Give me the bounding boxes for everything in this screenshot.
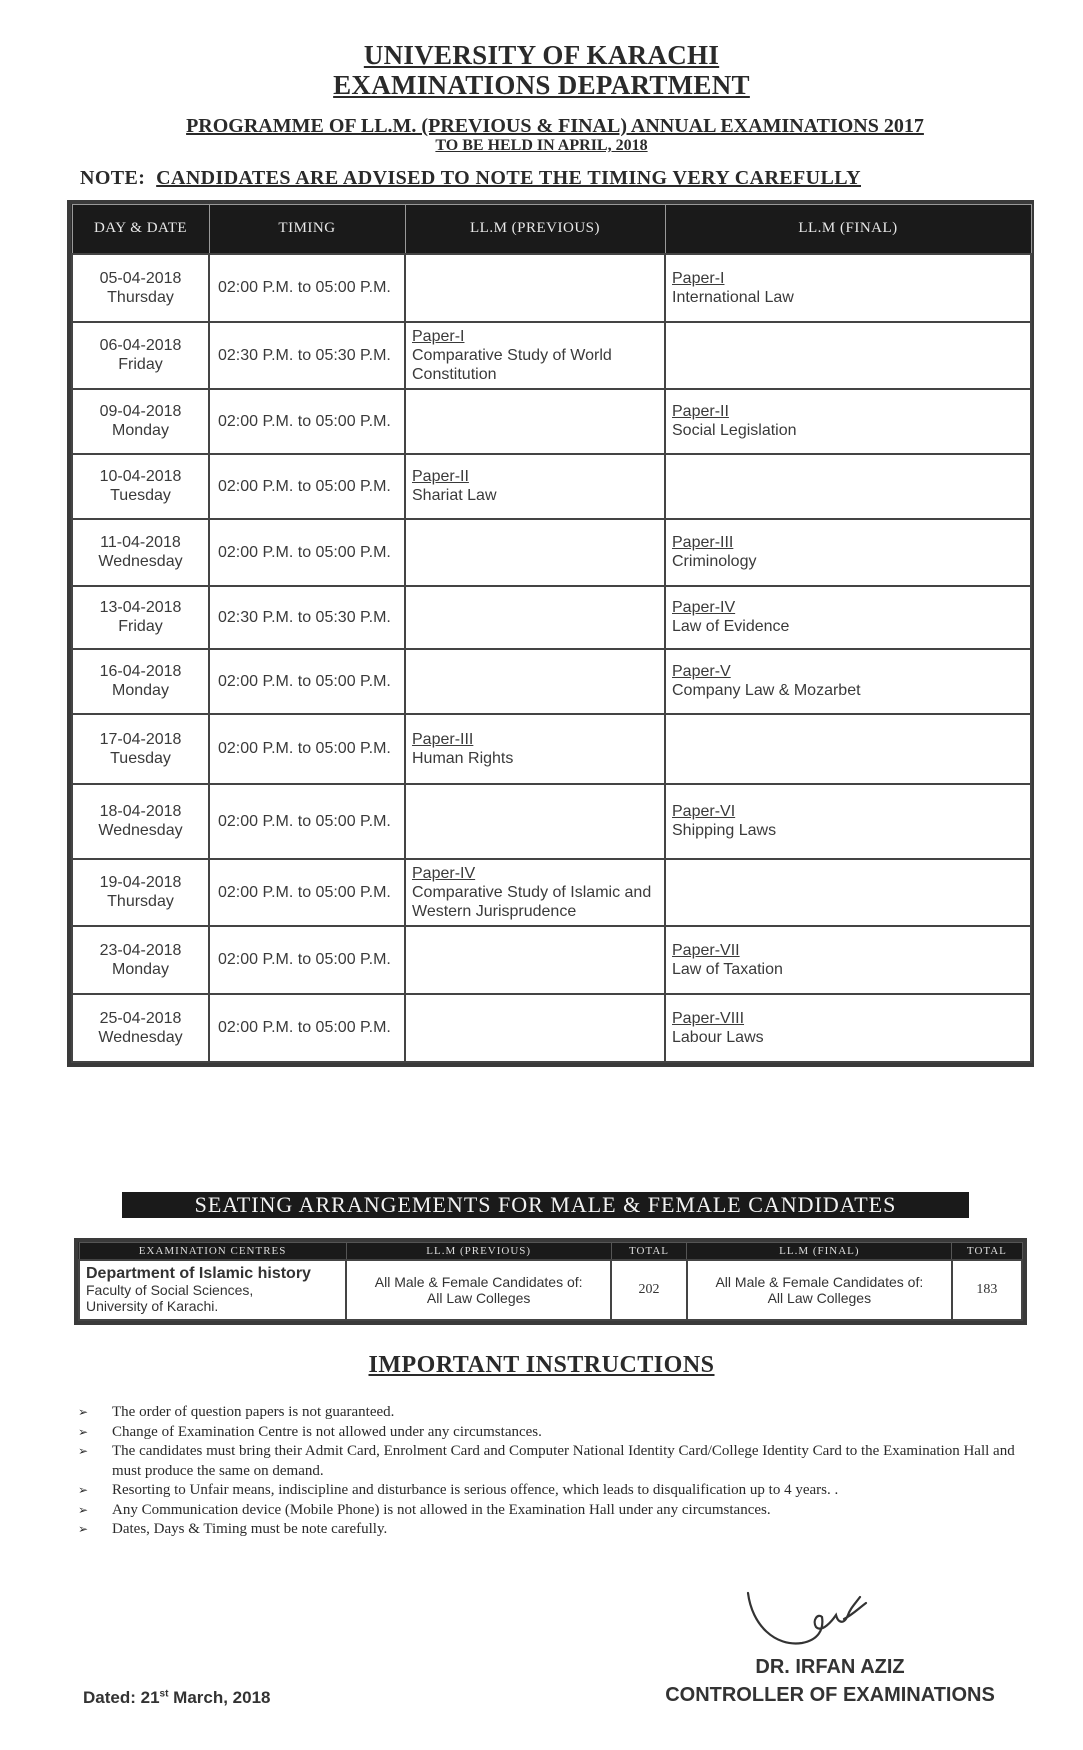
exam-date: 18-04-2018 [99, 803, 182, 820]
schedule-row [72, 994, 1031, 1062]
held-subtitle: TO BE HELD IN APRIL, 2018 [435, 137, 648, 154]
llm-final-cell [665, 714, 1031, 784]
instruction-text: The order of question papers is not guaranteed. [112, 1404, 395, 1420]
col-timing: TIMING [209, 205, 405, 254]
timing-note [80, 166, 861, 190]
prev-paper-number: Paper-II [412, 468, 469, 485]
date-cell [72, 454, 209, 519]
seating-table [74, 1238, 1027, 1325]
prev-candidates-line1: All Male & Female Candidates of: [374, 1273, 583, 1290]
exam-date: 06-04-2018 [99, 337, 182, 354]
timing-cell: 02:00 P.M. to 05:00 P.M. [209, 714, 405, 784]
arrowhead-bullet-icon: ➢ [78, 1502, 89, 1517]
final-paper-subject: Labour Laws [672, 1028, 764, 1046]
instructions-list [78, 1403, 1018, 1540]
prev-paper-subject: Comparative Study of Islamic and Western Jurisprudence [412, 883, 652, 920]
university-title: UNIVERSITY OF KARACHI [363, 40, 720, 70]
exam-day: Monday [112, 960, 169, 978]
llm-final-cell [665, 254, 1031, 322]
instruction-text: The candidates must bring their Admit Card, Enrolment Card and Computer National Identity Card/College Identity Card to the Examination Hall and must produce the same on demand. [112, 1443, 1015, 1479]
programme-title: PROGRAMME OF LL.M. (PREVIOUS & FINAL) ANNUAL EXAMINATIONS 2017 [186, 115, 924, 137]
arrowhead-bullet-icon: ➢ [78, 1483, 89, 1497]
exam-date: 11-04-2018 [100, 534, 181, 551]
instruction-item [78, 1442, 1018, 1481]
timing-cell: 02:00 P.M. to 05:00 P.M. [209, 254, 405, 322]
llm-previous-cell [405, 519, 665, 586]
instruction-text: Dates, Days & Timing must be note carefully. [112, 1521, 388, 1537]
llm-final-cell [665, 784, 1031, 859]
final-paper-number: Paper-III [672, 534, 734, 551]
date-cell [72, 784, 209, 859]
llm-final-cell [665, 322, 1031, 389]
instruction-text: Any Communication device (Mobile Phone) is not allowed in the Examination Hall under any circumstances. [112, 1501, 771, 1518]
date-cell [72, 859, 209, 926]
exam-day: Wednesday [98, 553, 183, 570]
final-total-cell: 183 [952, 1260, 1022, 1320]
llm-final-cell [665, 926, 1031, 994]
exam-date: 13-04-2018 [99, 599, 182, 616]
dated-sup: st [159, 1688, 169, 1700]
final-paper-number: Paper-VIII [672, 1009, 745, 1027]
timing-cell: 02:00 P.M. to 05:00 P.M. [209, 926, 405, 994]
instruction-item [78, 1520, 1018, 1540]
col-final-total: TOTAL [952, 1243, 1022, 1260]
exam-date: 10-04-2018 [99, 468, 182, 485]
exam-day: Monday [112, 682, 169, 699]
timing-cell: 02:30 P.M. to 05:30 P.M. [209, 322, 405, 389]
llm-final-cell [665, 454, 1031, 519]
note-label: NOTE: [80, 167, 146, 189]
llm-final-cell [665, 586, 1031, 649]
dated-suffix: March, 2018 [168, 1688, 271, 1707]
dated-prefix: Dated: 21 [83, 1688, 160, 1707]
date-cell [72, 926, 209, 994]
schedule-row [72, 254, 1031, 322]
date-cell [72, 714, 209, 784]
col-llm-final: LL.M (FINAL) [665, 205, 1031, 254]
col-exam-centres: EXAMINATION CENTRES [79, 1243, 346, 1260]
final-paper-subject: Social Legislation [672, 422, 797, 439]
schedule-header-row [72, 205, 1031, 254]
col-llm-previous: LL.M (PREVIOUS) [405, 205, 665, 254]
date-cell [72, 322, 209, 389]
schedule-row [72, 586, 1031, 649]
schedule-row [72, 454, 1031, 519]
final-paper-subject: International Law [672, 288, 794, 306]
timing-cell: 02:00 P.M. to 05:00 P.M. [209, 454, 405, 519]
prev-total-cell: 202 [611, 1260, 687, 1320]
exam-date: 23-04-2018 [99, 941, 182, 959]
col-seat-llm-previous: LL.M (PREVIOUS) [346, 1243, 611, 1260]
prev-candidates-line2: All Law Colleges [426, 1289, 531, 1306]
llm-final-cell [665, 389, 1031, 454]
exam-day: Tuesday [110, 749, 171, 767]
final-paper-number: Paper-II [672, 403, 729, 420]
schedule-row [72, 389, 1031, 454]
prev-paper-subject: Shariat Law [412, 487, 497, 504]
final-candidates-cell [687, 1260, 952, 1320]
prev-paper-number: Paper-I [412, 327, 465, 345]
final-paper-subject: Company Law & Mozarbet [672, 682, 861, 699]
llm-previous-cell [405, 322, 665, 389]
exam-day: Friday [118, 618, 163, 635]
dated-line [83, 1688, 271, 1708]
exam-date: 25-04-2018 [99, 1009, 182, 1027]
final-candidates-line2: All Law Colleges [767, 1289, 872, 1306]
final-candidates-line1: All Male & Female Candidates of: [715, 1273, 924, 1290]
schedule-row [72, 322, 1031, 389]
date-cell [72, 389, 209, 454]
exam-day: Wednesday [98, 822, 183, 839]
arrowhead-bullet-icon: ➢ [78, 1405, 89, 1419]
exam-day: Thursday [107, 288, 174, 306]
exam-date: 16-04-2018 [99, 663, 182, 680]
exam-day: Friday [118, 356, 163, 373]
exam-date: 09-04-2018 [99, 403, 182, 420]
seating-banner: SEATING ARRANGEMENTS FOR MALE & FEMALE CANDIDATES [122, 1192, 969, 1218]
arrowhead-bullet-icon: ➢ [78, 1444, 89, 1458]
final-paper-number: Paper-VII [672, 941, 740, 959]
signature-icon [740, 1585, 900, 1655]
llm-final-cell [665, 649, 1031, 714]
timing-cell: 02:00 P.M. to 05:00 P.M. [209, 519, 405, 586]
timing-cell: 02:00 P.M. to 05:00 P.M. [209, 859, 405, 926]
exam-date: 05-04-2018 [99, 269, 182, 287]
final-paper-subject: Law of Taxation [672, 960, 783, 978]
instructions-title: IMPORTANT INSTRUCTIONS [368, 1352, 715, 1378]
final-paper-subject: Criminology [672, 553, 757, 570]
exam-day: Thursday [107, 893, 174, 910]
llm-previous-cell [405, 784, 665, 859]
signatory-title: CONTROLLER OF EXAMINATIONS [665, 1684, 995, 1706]
llm-previous-cell [405, 586, 665, 649]
final-paper-number: Paper-VI [672, 803, 736, 820]
final-paper-number: Paper-V [672, 663, 731, 680]
date-cell [72, 649, 209, 714]
instruction-text: Resorting to Unfair means, indiscipline and disturbance is serious offence, which leads to disqualification up to 4 years. . [112, 1482, 839, 1498]
prev-candidates-cell [346, 1260, 611, 1320]
llm-previous-cell [405, 926, 665, 994]
timing-cell: 02:00 P.M. to 05:00 P.M. [209, 784, 405, 859]
timing-cell: 02:00 P.M. to 05:00 P.M. [209, 994, 405, 1062]
llm-previous-cell [405, 454, 665, 519]
date-cell [72, 254, 209, 322]
instruction-item [78, 1423, 1018, 1443]
schedule-row [72, 926, 1031, 994]
department-title: EXAMINATIONS DEPARTMENT [333, 70, 750, 100]
seating-row [79, 1260, 1022, 1320]
arrowhead-bullet-icon: ➢ [78, 1424, 89, 1439]
signatory-name: DR. IRFAN AZIZ [755, 1656, 905, 1678]
date-cell [72, 994, 209, 1062]
llm-final-cell [665, 994, 1031, 1062]
schedule-row [72, 784, 1031, 859]
exam-centre-cell [79, 1260, 346, 1320]
llm-final-cell [665, 859, 1031, 926]
llm-previous-cell [405, 859, 665, 926]
exam-day: Monday [112, 422, 169, 439]
prev-paper-number: Paper-III [412, 730, 474, 748]
note-text: CANDIDATES ARE ADVISED TO NOTE THE TIMING VERY CAREFULLY [156, 167, 861, 189]
prev-paper-subject: Human Rights [412, 749, 514, 767]
date-cell [72, 586, 209, 649]
exam-schedule-table [67, 200, 1034, 1067]
centre-university: University of Karachi. [86, 1297, 219, 1314]
prev-paper-subject: Comparative Study of World Constitution [412, 346, 612, 383]
schedule-row [72, 714, 1031, 784]
llm-previous-cell [405, 649, 665, 714]
arrowhead-bullet-icon: ➢ [78, 1522, 89, 1536]
timing-cell: 02:00 P.M. to 05:00 P.M. [209, 649, 405, 714]
centre-faculty: Faculty of Social Sciences, [86, 1281, 254, 1298]
col-seat-llm-final: LL.M (FINAL) [687, 1243, 952, 1260]
instruction-text: Change of Examination Centre is not allowed under any circumstances. [112, 1423, 542, 1440]
llm-previous-cell [405, 389, 665, 454]
exam-day: Wednesday [98, 1028, 183, 1046]
seating-header-row [79, 1243, 1022, 1260]
prev-paper-number: Paper-IV [412, 864, 476, 882]
llm-previous-cell [405, 714, 665, 784]
date-cell [72, 519, 209, 586]
exam-date: 17-04-2018 [99, 730, 182, 748]
centre-name: Department of Islamic history [86, 1264, 311, 1282]
exam-day: Tuesday [110, 487, 171, 504]
instruction-item [78, 1403, 1018, 1423]
llm-previous-cell [405, 994, 665, 1062]
instruction-item [78, 1501, 1018, 1521]
schedule-row [72, 859, 1031, 926]
llm-final-cell [665, 519, 1031, 586]
schedule-row [72, 649, 1031, 714]
exam-date: 19-04-2018 [99, 874, 182, 891]
schedule-row [72, 519, 1031, 586]
timing-cell: 02:00 P.M. to 05:00 P.M. [209, 389, 405, 454]
llm-previous-cell [405, 254, 665, 322]
instruction-item [78, 1481, 1018, 1501]
final-paper-subject: Shipping Laws [672, 822, 777, 839]
col-day-date: DAY & DATE [72, 205, 209, 254]
final-paper-number: Paper-IV [672, 599, 736, 616]
final-paper-number: Paper-I [672, 269, 725, 287]
final-paper-subject: Law of Evidence [672, 618, 790, 635]
timing-cell: 02:30 P.M. to 05:30 P.M. [209, 586, 405, 649]
col-prev-total: TOTAL [611, 1243, 687, 1260]
